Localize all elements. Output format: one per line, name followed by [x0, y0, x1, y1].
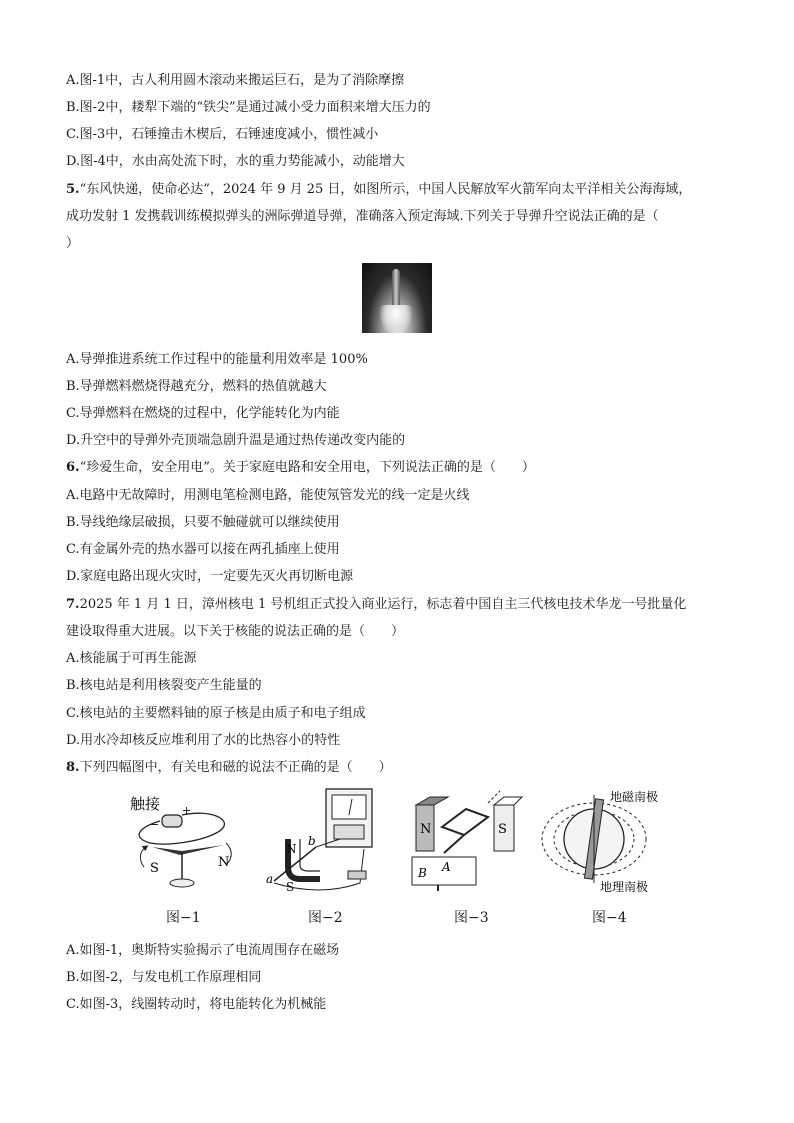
fig2-b-label: b [308, 834, 316, 848]
q7-option-b: B.核电站是利用核裂变产生能量的 [66, 678, 262, 693]
q8-option-a: A.如图-1，奥斯特实验揭示了电流周围存在磁场 [66, 943, 340, 958]
exhaust-plume [380, 305, 412, 333]
q8-option-b: B.如图-2，与发电机工作原理相同 [66, 970, 262, 985]
fig2-a-label: a [266, 872, 274, 886]
q6-stem [66, 459, 535, 477]
fig1-plus-label: + [182, 804, 192, 817]
fig4-top-label: 地磁南极 [610, 790, 659, 804]
q5-stem-line3: ） [66, 236, 80, 251]
q4-option-b: B.图-2中，耧犁下端的“铁尖”是通过减小受力面积来增大压力的 [66, 100, 431, 115]
fig1-minus-label: − [150, 818, 160, 831]
q4-option-d: D.图-4中，水由高处流下时，水的重力势能减小，动能增大 [66, 154, 405, 169]
figure-4-caption: 图−4 [592, 910, 627, 926]
fig1-north-label: N [218, 855, 230, 870]
q8-stem-text: 下列四幅图中，有关电和磁的说法不正确的是（ ） [79, 760, 392, 775]
q4-option-a: A.图-1中，古人利用圆木滚动来搬运巨石，是为了消除摩擦 [66, 73, 405, 88]
figure-1-caption: 图−1 [166, 910, 201, 926]
figure-3-caption: 图−3 [454, 910, 489, 926]
coil-icon [442, 809, 488, 835]
fig3-south-label: S [498, 822, 507, 837]
fig3-b-label: B [418, 866, 427, 880]
missile-launch-photo [362, 263, 432, 333]
q7-option-c: C.核电站的主要燃料铀的原子核是由质子和电子组成 [66, 706, 366, 721]
fig1-touch-label: 触接 [130, 795, 161, 813]
figure-2-caption: 图−2 [308, 910, 343, 926]
q6-option-c: C.有金属外壳的热水器可以接在两孔插座上使用 [66, 542, 340, 557]
q6-number: 6. [66, 460, 80, 475]
figure-3-motor [408, 787, 528, 897]
q7-stem-line1 [66, 596, 686, 614]
switch-icon [348, 871, 366, 879]
fig2-north-label: N [286, 842, 297, 856]
stand-base [170, 879, 194, 887]
fig1-south-label: S [150, 861, 159, 876]
galvanometer-terminals [334, 825, 364, 839]
q6-stem-text: “珍爱生命，安全用电”。关于家庭电路和安全用电，下列说法正确的是（ ） [79, 460, 535, 475]
q5-stem-text-1: “东风快递，使命必达”，2024 年 9 月 25 日，如图所示，中国人民解放军火箭军向太平洋相关公海海域， [79, 182, 692, 197]
compass-needle-icon [152, 845, 224, 855]
q7-number: 7. [66, 597, 80, 612]
q6-option-a: A.电路中无故障时，用测电笔检测电路，能使氖管发光的线一定是火线 [66, 488, 470, 503]
q8-stem [66, 759, 392, 777]
fig3-a-label: A [442, 860, 451, 874]
rotation-arrow-left [140, 847, 146, 867]
missile-shape [392, 269, 400, 309]
figure-1-oersted [122, 787, 242, 897]
q7-stem-text-1: 2025 年 1 月 1 日，漳州核电 1 号机组正式投入商业运行，标志着中国自主三代核电技术华龙一号批量化 [79, 597, 687, 612]
q6-option-d: D.家庭电路出现火灾时，一定要先灭火再切断电源 [66, 569, 354, 584]
q8-option-c: C.如图-3，线圈转动时，将电能转化为机械能 [66, 997, 327, 1012]
q6-option-b: B.导线绝缘层破损，只要不触碰就可以继续使用 [66, 515, 340, 530]
fig3-north-label: N [420, 822, 432, 837]
q5-stem-line2: 成功发射 1 发携载训练模拟弹头的洲际弹道导弹，准确落入预定海域.下列关于导弹升空说法正确的是（ [66, 209, 659, 224]
q7-option-d: D.用水冷却核反应堆利用了水的比热容小的特性 [66, 733, 341, 748]
q5-number: 5. [66, 182, 80, 197]
coil-axle [444, 835, 464, 853]
figure-4-earth-magnetism [538, 787, 668, 897]
q4-option-c: C.图-3中，石锤撞击木楔后，石锤速度减小，惯性减小 [66, 127, 379, 142]
fig4-bottom-label: 地理南极 [600, 880, 649, 894]
q5-option-c: C.导弹燃料在燃烧的过程中，化学能转化为内能 [66, 406, 340, 421]
q5-option-d: D.升空中的导弹外壳顶端急剧升温是通过热传递改变内能的 [66, 433, 406, 448]
battery-icon [162, 815, 182, 827]
q5-stem-line1 [66, 181, 691, 199]
fig2-south-label: S [286, 880, 295, 894]
q7-option-a: A.核能属于可再生能源 [66, 651, 197, 666]
q7-stem-line2: 建设取得重大进展。以下关于核能的说法正确的是（ ） [66, 624, 405, 639]
q8-number: 8. [66, 760, 80, 775]
magnet-s-top [494, 797, 522, 805]
magnet-n-top [416, 797, 448, 805]
galvanometer-dial [332, 795, 366, 819]
q5-option-a: A.导弹推进系统工作过程中的能量利用效率是 100% [66, 352, 368, 367]
q5-option-b: B.导弹燃料燃烧得越充分，燃料的热值就越大 [66, 379, 327, 394]
figure-2-galvanometer [260, 787, 390, 897]
